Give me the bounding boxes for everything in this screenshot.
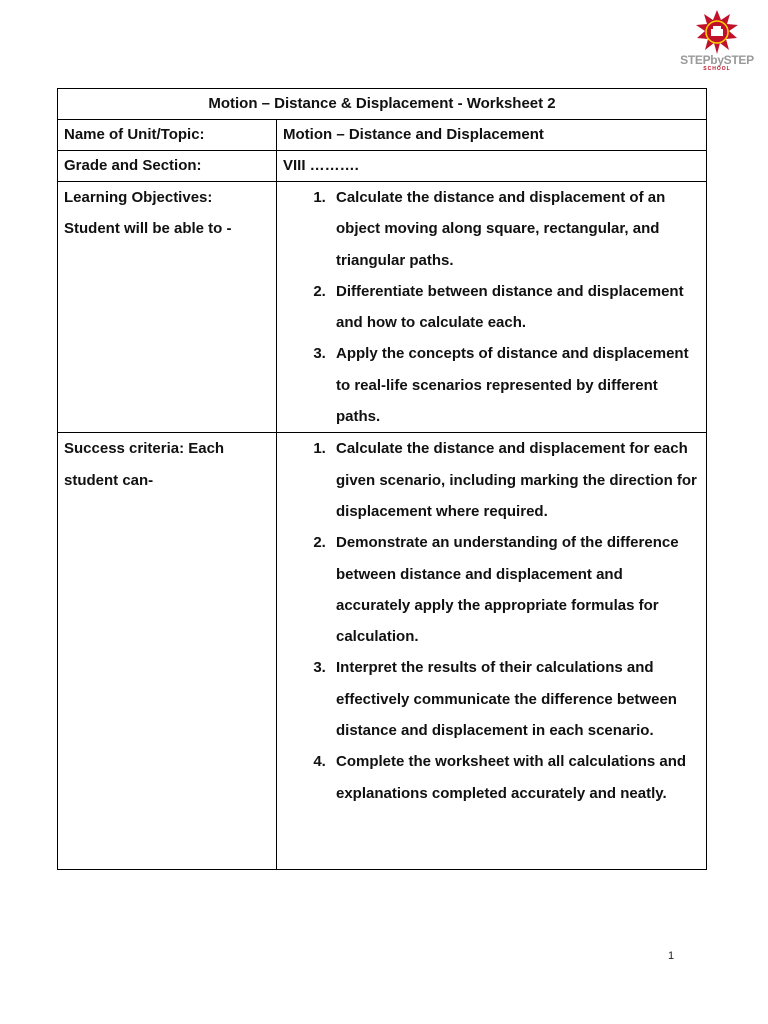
list-item: 2. Differentiate between distance and displacement and how to calculate each. [330, 276, 700, 339]
objectives-label-cell [58, 182, 277, 433]
unit-topic-label: Name of Unit/Topic: [58, 120, 277, 151]
list-item: 2. Demonstrate an understanding of the difference between distance and displacement and accurately apply the appropriate formulas for calculation. [330, 527, 700, 652]
list-item: 1. Calculate the distance and displacement for each given scenario, including marking the direction for displacement where required. [330, 433, 700, 527]
logo-wordmark: STEPbySTEP [680, 53, 754, 67]
page-number: 1 [667, 950, 675, 962]
sun-emblem-icon [678, 10, 756, 56]
success-list-cell [277, 433, 707, 870]
objectives-sublabel: Student will be able to - [64, 220, 232, 238]
list-item: 1. Calculate the distance and displacement of an object moving along square, rectangular, and triangular paths. [330, 182, 700, 276]
worksheet-table [57, 88, 707, 870]
worksheet-title: Motion – Distance & Displacement - Worksheet 2 [58, 89, 707, 120]
school-logo [678, 10, 756, 72]
success-sublabel: student can- [64, 471, 154, 489]
grade-section-label: Grade and Section: [58, 151, 277, 182]
table-row [58, 120, 707, 151]
success-label-cell [58, 433, 277, 870]
objectives-list-cell [277, 182, 707, 433]
objectives-label: Learning Objectives: [64, 189, 213, 206]
success-row [58, 433, 707, 870]
success-label: Success criteria: Each [64, 440, 225, 458]
success-list [283, 433, 700, 809]
grade-section-value: VIII ………. [277, 151, 707, 182]
logo-subtext: SCHOOL [703, 66, 731, 72]
objectives-row [58, 182, 707, 433]
objectives-list [283, 182, 700, 432]
list-item: 4. Complete the worksheet with all calculations and explanations completed accurately and neatly. [330, 746, 700, 809]
unit-topic-value: Motion – Distance and Displacement [277, 120, 707, 151]
list-item: 3. Interpret the results of their calculations and effectively communicate the difference between distance and displacement in each scenario. [330, 652, 700, 746]
list-item: 3. Apply the concepts of distance and displacement to real-life scenarios represented by different paths. [330, 338, 700, 432]
title-row [58, 89, 707, 120]
table-row [58, 151, 707, 182]
